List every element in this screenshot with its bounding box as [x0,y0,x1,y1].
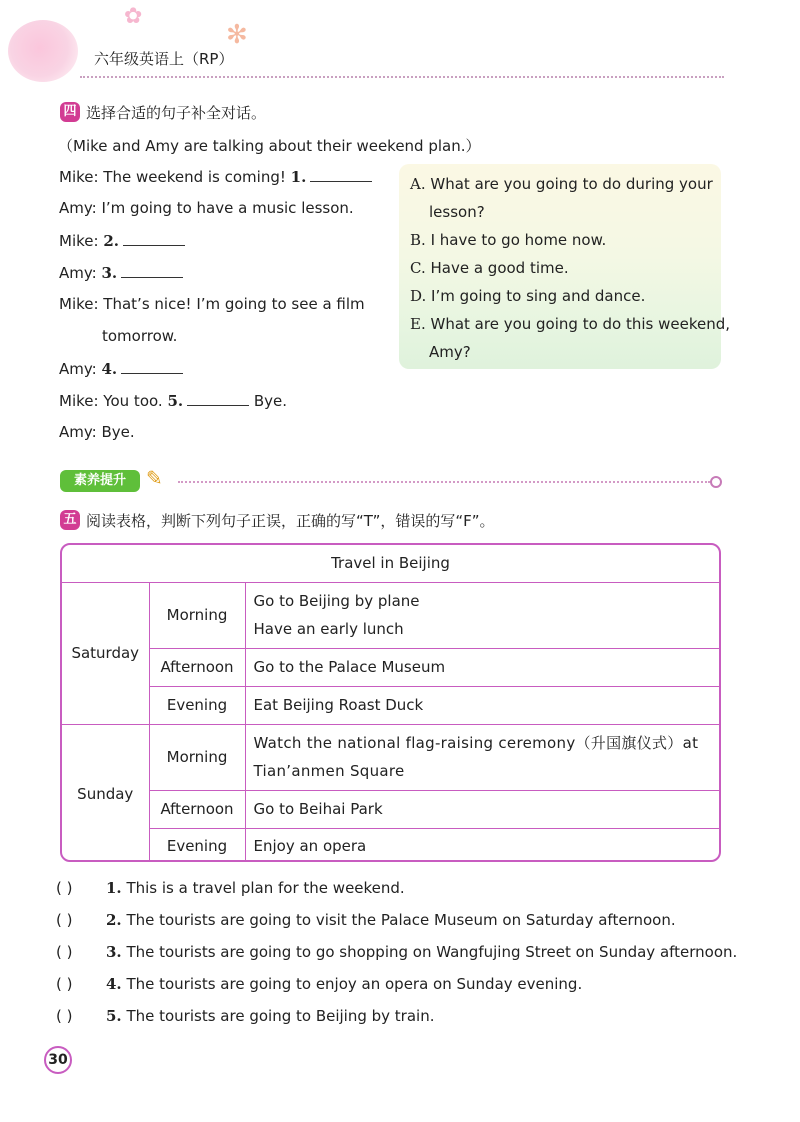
question-1: ( ) 1. This is a travel plan for the weekend. [56,879,405,897]
travel-table [60,543,721,862]
dialogue-line-6: Amy: 4. [59,359,183,378]
dialogue-line-3: Mike: 2. [59,231,185,250]
section-4-context: （Mike and Amy are talking about their weekend plan.） [58,137,481,155]
activity-cell: Go to Beijing by plane Have an early lunch [245,582,719,648]
dialogue-line-1: Mike: The weekend is coming! 1. [59,167,372,186]
time-cell: Morning [149,582,245,648]
banner-divider [178,481,710,483]
section-5-title: 阅读表格，判断下列句子正误，正确的写“T”，错误的写“F”。 [86,512,495,530]
answer-parens[interactable]: ( ) [56,911,73,929]
activity-cell: Enjoy an opera [245,828,719,862]
question-5: ( ) 5. The tourists are going to Beijing by train. [56,1007,435,1025]
section-4-icon: 四 [60,102,80,122]
answer-blank[interactable] [123,231,185,246]
option-e: E. What are you going to do this weekend, [410,315,731,333]
page-number: 30 [44,1046,72,1074]
dialogue-line-5-cont: tomorrow. [102,327,178,345]
answer-parens[interactable]: ( ) [56,943,73,961]
option-e-cont: Amy? [429,343,471,361]
time-cell: Evening [149,828,245,862]
table-title: Travel in Beijing [62,545,719,582]
answer-blank[interactable] [187,391,249,406]
flower-icon-2: ✻ [226,20,248,50]
question-3: ( ) 3. The tourists are going to go shopping on Wangfujing Street on Sunday afternoon. [56,943,738,961]
time-cell: Morning [149,724,245,790]
header-decoration-blob [8,20,78,82]
flower-icon: ✿ [124,4,143,29]
answer-blank[interactable] [121,263,183,278]
answer-blank[interactable] [310,167,372,182]
dialogue-line-8: Amy: Bye. [59,423,135,441]
option-c: C. Have a good time. [410,259,569,277]
section-4-title: 选择合适的句子补全对话。 [86,104,267,122]
day-cell: Sunday [62,724,149,862]
activity-cell: Watch the national flag-raising ceremony（升国旗仪式）at Tian’anmen Square [245,724,719,790]
header-divider [80,76,724,78]
dialogue-line-4: Amy: 3. [59,263,183,282]
activity-cell: Go to Beihai Park [245,790,719,828]
time-cell: Evening [149,686,245,724]
option-a-cont: lesson? [429,203,485,221]
option-a: A. What are you going to do during your [410,175,713,193]
answer-parens[interactable]: ( ) [56,975,73,993]
answer-blank[interactable] [121,359,183,374]
section-5-icon: 五 [60,510,80,530]
answer-parens[interactable]: ( ) [56,879,73,897]
time-cell: Afternoon [149,790,245,828]
question-2: ( ) 2. The tourists are going to visit the Palace Museum on Saturday afternoon. [56,911,676,929]
option-d: D. I’m going to sing and dance. [410,287,646,305]
literacy-banner: 素养提升 [60,470,140,492]
question-4: ( ) 4. The tourists are going to enjoy an opera on Sunday evening. [56,975,583,993]
time-cell: Afternoon [149,648,245,686]
pencil-icon: ✎ [146,466,163,490]
book-title: 六年级英语上（RP） [94,50,234,68]
day-cell: Saturday [62,582,149,724]
dialogue-line-7: Mike: You too. 5. Bye. [59,392,288,410]
dialogue-line-2: Amy: I’m going to have a music lesson. [59,199,354,217]
activity-cell: Go to the Palace Museum [245,648,719,686]
activity-cell: Eat Beijing Roast Duck [245,686,719,724]
dialogue-line-5: Mike: That’s nice! I’m going to see a film [59,295,365,313]
option-b: B. I have to go home now. [410,231,607,249]
banner-end-circle [710,476,722,488]
answer-parens[interactable]: ( ) [56,1007,73,1025]
